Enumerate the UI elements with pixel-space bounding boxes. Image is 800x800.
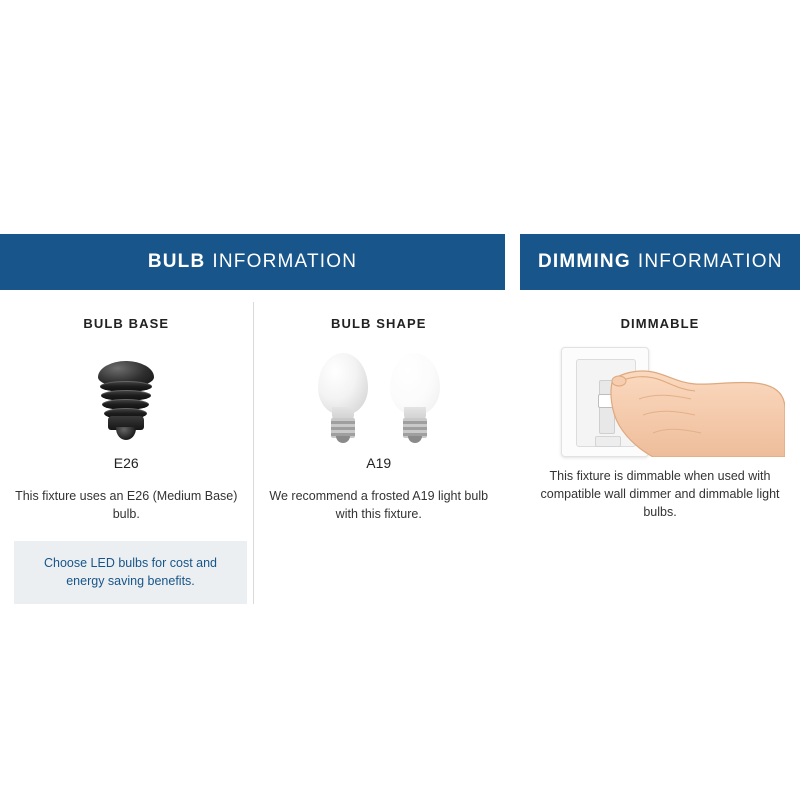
bulb-columns (0, 290, 505, 604)
dimmable-title: DIMMABLE (620, 316, 700, 331)
column-divider (253, 302, 254, 604)
dimming-header-light: INFORMATION (637, 251, 783, 272)
dimming-columns (520, 290, 800, 521)
hand-illustration (609, 353, 785, 457)
bulb-shape-spec: A19 (366, 455, 392, 471)
white-bulb-icon (388, 353, 442, 445)
dimming-header-strong: DIMMING (538, 251, 631, 272)
dimmable-description: This fixture is dimmable when used with compatible wall dimmer and dimmable light bulbs. (540, 469, 780, 520)
a19-bulb-shape-icon (316, 353, 442, 445)
bulb-information-header (0, 234, 505, 290)
bulb-base-description: This fixture uses an E26 (Medium Base) bulb. (15, 489, 238, 522)
bulb-header-strong: BULB (147, 251, 206, 272)
e26-bulb-base-icon (95, 361, 157, 445)
bulb-base-title: BULB BASE (83, 316, 170, 331)
dimming-information-header (520, 234, 800, 290)
bulb-information-panel (0, 234, 505, 604)
bulb-shape-title: BULB SHAPE (330, 316, 427, 331)
led-savings-tip: Choose LED bulbs for cost and energy saving benefits. (14, 541, 247, 603)
wall-dimmer-switch-icon (535, 345, 785, 457)
panel-spacer (505, 234, 520, 235)
bulb-shape-art (253, 345, 506, 445)
info-panels (0, 234, 800, 604)
bulb-base-art (0, 345, 253, 445)
bulb-base-spec: E26 (113, 455, 139, 471)
bulb-shape-column (253, 290, 506, 604)
bulb-header-light: INFORMATION (212, 251, 358, 272)
bulb-shape-description: We recommend a frosted A19 light bulb with this fixture. (269, 489, 489, 522)
frosted-bulb-icon (316, 353, 370, 445)
dimming-information-panel (520, 234, 800, 521)
dimmable-column (520, 290, 800, 521)
bulb-base-column (0, 290, 253, 604)
